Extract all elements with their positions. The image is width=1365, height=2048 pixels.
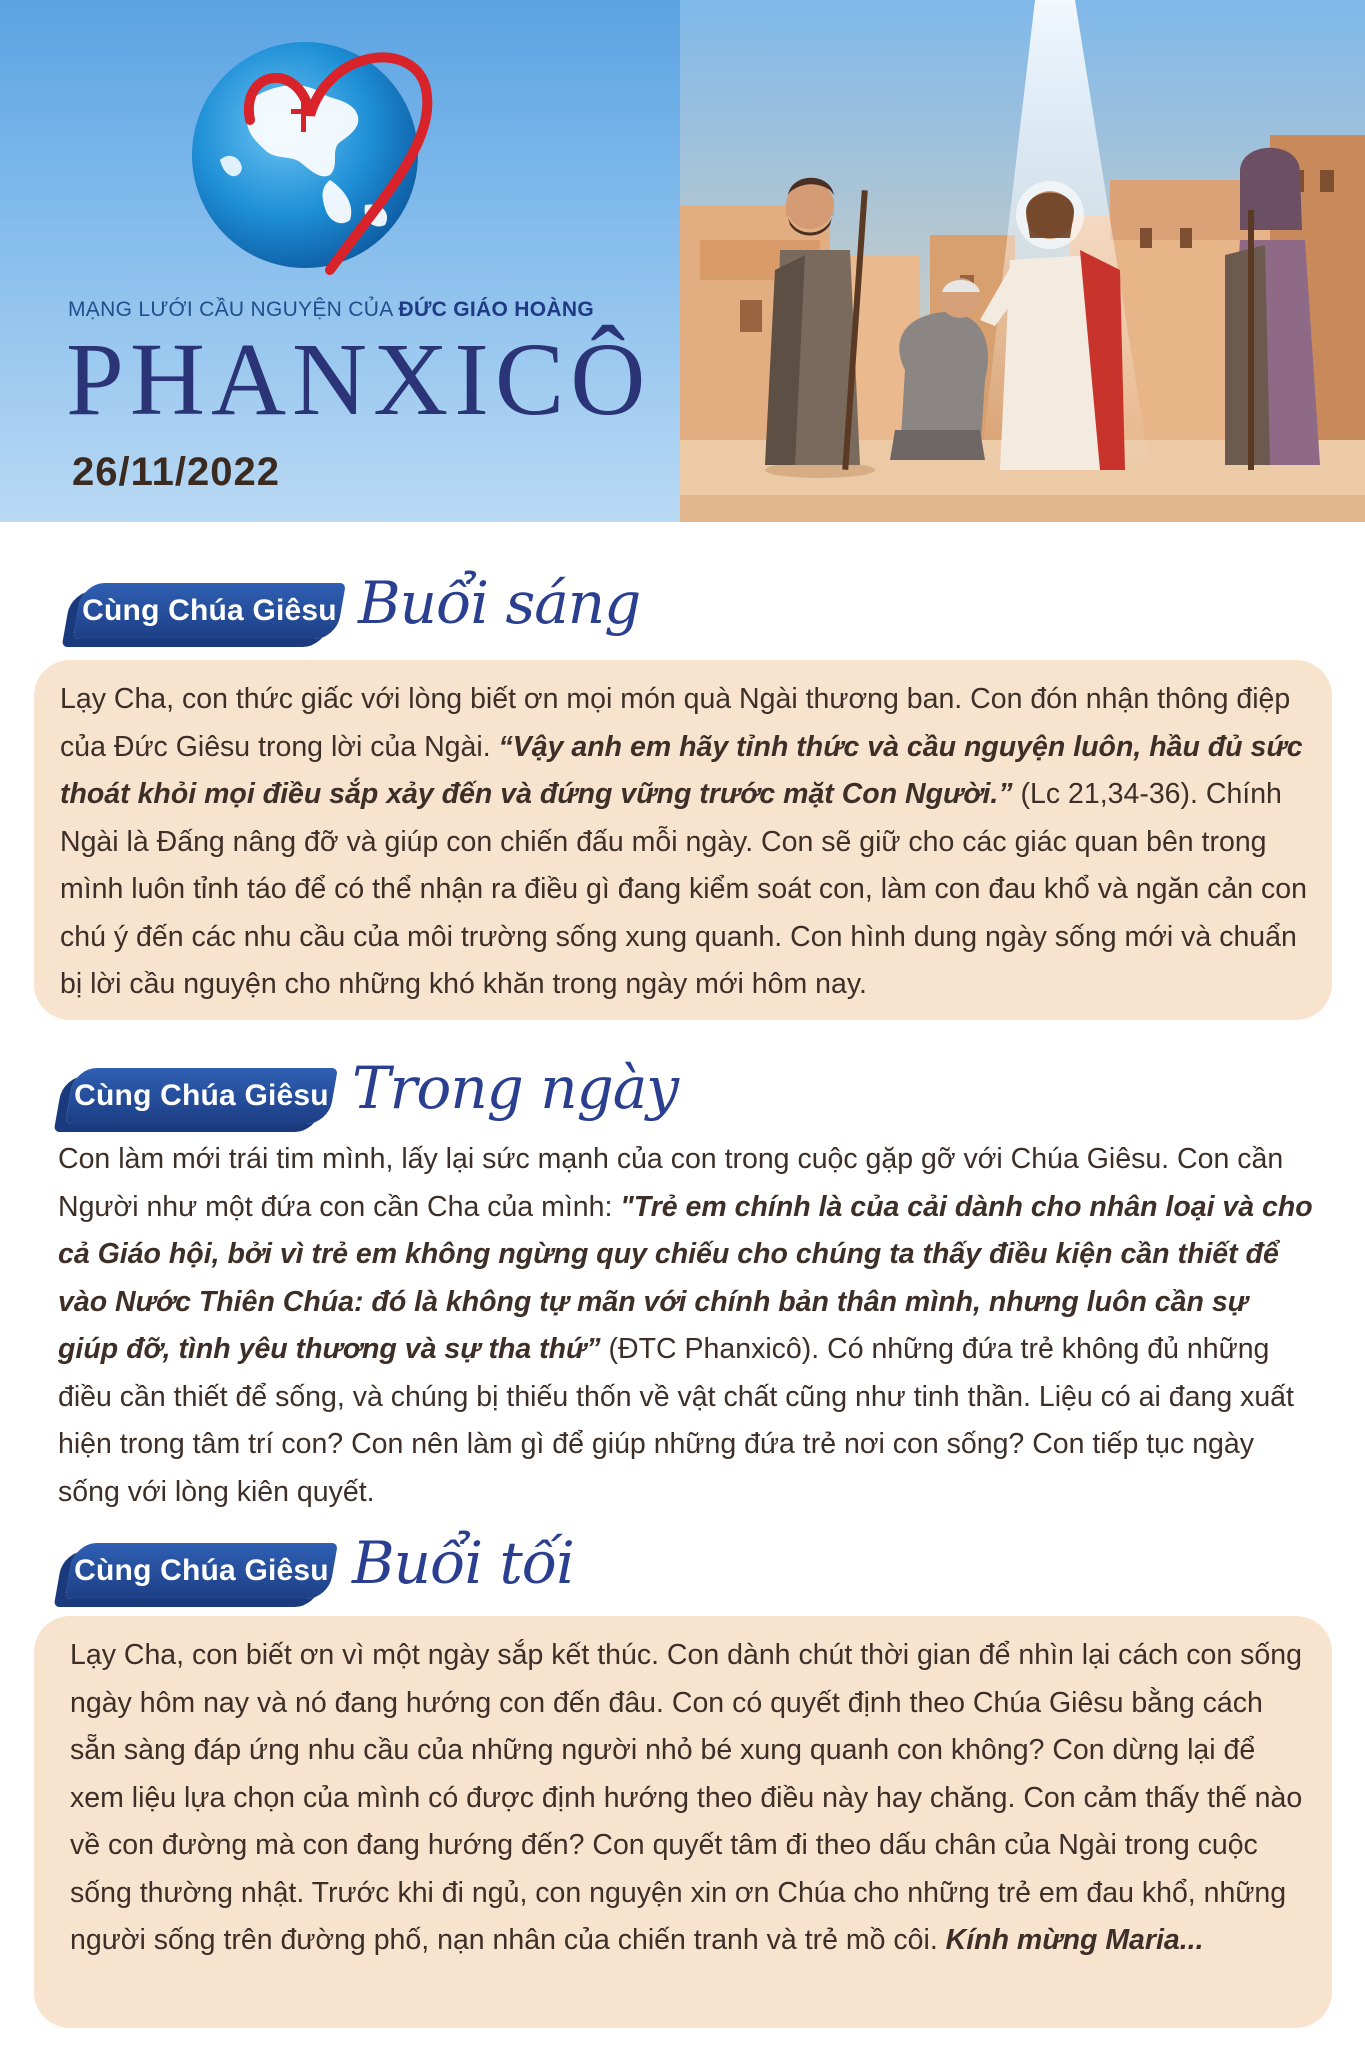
section-script-title: Buổi tối <box>352 1529 574 1597</box>
brand-name: PHANXICÔ <box>66 322 652 437</box>
day-paragraph <box>58 1136 1321 1516</box>
section-morning-heading <box>78 569 641 645</box>
network-tagline <box>68 298 628 322</box>
morning-text-after: (Lc 21,34-36). Chính Ngài là Đấng nâng đỡ và giúp con chiến đấu mỗi ngày. Con sẽ giữ cho các giác quan bên trong mình luôn tỉnh táo để có thể nhận ra điều gì đang kiểm soát con, làm con đau khổ và ngăn cản con chú ý đến các nhu cầu của môi trường sống xung quanh. Con hình dung ngày sống mới và chuẩn bị lời cầu nguyện cho những khó khăn trong ngày mới hôm nay. <box>60 778 1315 1000</box>
morning-text-before: Lạy Cha, con thức giấc với lòng biết ơn mọi món quà Ngài thương ban. Con đón nhận thông điệp của Đức Giêsu trong lời của Ngài. <box>60 683 1299 763</box>
section-script-title: Trong ngày <box>352 1054 679 1122</box>
day-text-after: (ĐTC Phanxicô). Có những đứa trẻ không đủ những điều cần thiết để sống, và chúng bị thiếu thốn về vật chất cũng như tinh thần. Liệu có ai đang xuất hiện trong tâm trí con? Con nên làm gì để giúp những đứa trẻ nơi con sống? Con tiếp tục ngày sống với lòng kiên quyết. <box>58 1333 1302 1508</box>
section-pill-label: Cùng Chúa Giêsu <box>82 594 337 627</box>
jesus-healing-man-illustration <box>680 0 1365 522</box>
header-banner <box>0 0 1365 522</box>
evening-paragraph <box>70 1632 1311 1965</box>
evening-quote: Kính mừng Maria... <box>945 1924 1204 1956</box>
section-day-heading <box>70 1054 679 1130</box>
network-text: MẠNG LƯỚI CẦU NGUYỆN CỦA <box>68 298 399 321</box>
section-script-title: Buổi sáng <box>358 569 641 637</box>
morning-paragraph <box>60 676 1315 1009</box>
section-pill-label: Cùng Chúa Giêsu <box>74 1079 329 1112</box>
evening-text-before: Lạy Cha, con biết ơn vì một ngày sắp kết thúc. Con dành chút thời gian để nhìn lại cách con sống ngày hôm nay và nó đang hướng con đến đâu. Con có quyết định theo Chúa Giêsu bằng cách sẵn sàng đáp ứng nhu cầu của những người nhỏ bé xung quanh con không? Con dừng lại để xem liệu lựa chọn của mình có được định hướng theo điều này hay chăng. Con cảm thấy thế nào về con đường mà con đang hướng đến? Con quyết tâm đi theo dấu chân của Ngài trong cuộc sống thường nhật. Trước khi đi ngủ, con nguyện xin ơn Chúa cho những trẻ em đau khổ, những người sống trên đường phố, nạn nhân của chiến tranh và trẻ mồ côi. <box>70 1639 1311 1956</box>
morning-text-box <box>34 660 1332 1020</box>
section-evening-heading <box>70 1529 630 1605</box>
date: 26/11/2022 <box>72 450 280 494</box>
network-strong: ĐỨC GIÁO HOÀNG <box>398 298 594 321</box>
section-pill-label: Cùng Chúa Giêsu <box>74 1554 329 1587</box>
day-quote: "Trẻ em chính là của cải dành cho nhân loại và cho cả Giáo hội, bởi vì trẻ em không ngừng quy chiếu cho chúng ta thấy điều kiện cần thiết để vào Nước Thiên Chúa: đó là không tự mãn với chính bản thân mình, nhưng luôn cần sự giúp đỡ, tình yêu thương và sự tha thứ” <box>58 1190 1321 1365</box>
globe-heart-cross-logo <box>180 30 470 290</box>
day-text-before: Con làm mới trái tim mình, lấy lại sức mạnh của con trong cuộc gặp gỡ với Chúa Giêsu. Con cần Người như một đứa con cần Cha của mình: <box>58 1143 1292 1223</box>
morning-quote: “Vậy anh em hãy tỉnh thức và cầu nguyện luôn, hầu đủ sức thoát khỏi mọi điều sắp xảy đến và đứng vững trước mặt Con Người.” <box>60 730 1311 810</box>
evening-text-box <box>34 1616 1332 2028</box>
